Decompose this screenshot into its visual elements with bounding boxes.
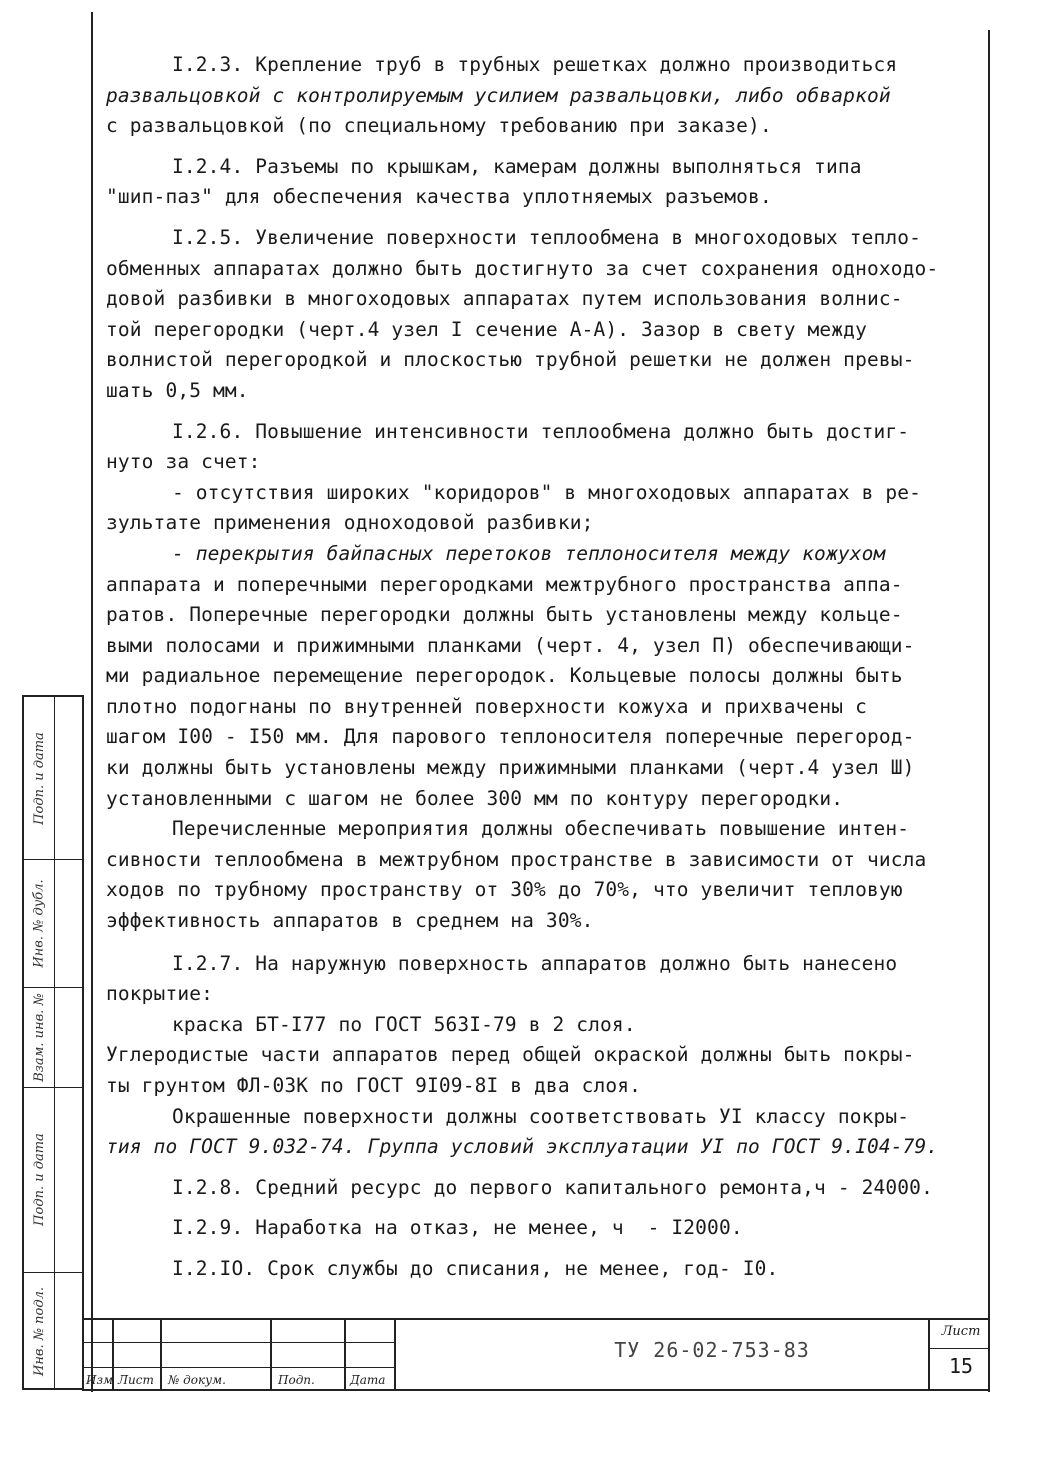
text-line: ходов по трубному пространству от 30% до 70%, что увеличит тепловую (106, 878, 903, 902)
text-line: - перекрытия байпасных перетоков теплоносителя между кожухом (172, 541, 886, 565)
text-line: тия по ГОСТ 9.032-74. Группа условий эксплуатации УI по ГОСТ 9.I04-79. (106, 1135, 939, 1159)
text-line: установленными с шагом не более 300 мм по контуру перегородки. (106, 786, 844, 810)
text-line: ратов. Поперечные перегородки должны быть установлены между кольце- (106, 603, 903, 627)
text-line: сивности теплообмена в межтрубном пространстве в зависимости от числа (106, 847, 927, 871)
margin-label: Инв. № дубл. (31, 878, 47, 968)
text-line: покрытие: (106, 982, 214, 1006)
text-line: I.2.3. Крепление труб в трубных решетках должно производиться (172, 53, 898, 76)
text-line: нуто за счет: (106, 450, 261, 474)
text-line: Окрашенные поверхности должны соответствовать УI классу покры- (172, 1104, 910, 1128)
text-line: I.2.9. Наработка на отказ, не менее, ч - I2000. (172, 1216, 743, 1240)
sheet-number: 15 (948, 1354, 974, 1378)
text-line: довой разбивки в многоходовых аппаратах путем использования волнис- (106, 287, 903, 311)
text-line: шать 0,5 мм. (106, 378, 249, 402)
text-line: той перегородки (черт.4 узел I сечение А-А). Зазор в свету между (106, 317, 867, 341)
text-line: I.2.5. Увеличение поверхности теплообмена в многоходовых тепло- (172, 225, 922, 249)
text-line: - отсутствия широких "коридоров" в многоходовых аппаратах в ре- (172, 480, 922, 504)
document-body (106, 50, 976, 1285)
text-line: зультате применения одноходовой разбивки; (106, 511, 594, 535)
text-line: I.2.IO. Срок службы до списания, не менее, год- I0. (172, 1256, 779, 1280)
margin-stamp (22, 695, 84, 1390)
title-block (82, 1318, 990, 1391)
title-block-col-label: Изм (86, 1373, 113, 1387)
text-line: краска БТ-I77 по ГОСТ 563I-79 в 2 слоя. (172, 1012, 636, 1036)
title-block-col-label: Дата (350, 1373, 386, 1387)
text-line: с развальцовкой (по специальному требованию при заказе). (106, 114, 772, 138)
text-line: I.2.8. Средний ресурс до первого капитального ремонта,ч - 24000. (172, 1175, 933, 1199)
title-block-col-label: Лист (118, 1373, 154, 1387)
margin-label: Подп. и дата (31, 1133, 47, 1226)
text-line: волнистой перегородкой и плоскостью трубной решетки не должен превы- (106, 348, 915, 372)
text-line: I.2.7. На наружную поверхность аппаратов должно быть нанесено (172, 951, 898, 975)
frame-left-line (91, 12, 93, 1392)
text-line: шагом I00 - I50 мм. Для парового теплоносителя поперечные перегород- (106, 725, 915, 749)
sheet-label: Лист (941, 1324, 981, 1339)
title-block-col-label: Подп. (278, 1373, 315, 1387)
text-line: I.2.6. Повышение интенсивности теплообмена должно быть достиг- (172, 419, 910, 443)
margin-label: Взам. инв. № (31, 992, 47, 1082)
text-line: Перечисленные мероприятия должны обеспечивать повышение интен- (172, 817, 910, 841)
text-line: I.2.4. Разъемы по крышкам, камерам должны выполняться типа (172, 154, 862, 178)
text-line: ки должны быть установлены между прижимными планками (черт.4 узел Ш) (106, 756, 915, 780)
text-line: "шип-паз" для обеспечения качества уплотняемых разъемов. (106, 185, 772, 209)
margin-label: Подп. и дата (31, 731, 47, 825)
text-line: обменных аппаратах должно быть достигнуто за счет сохранения одноходо- (106, 256, 939, 280)
text-line: ми радиальное перемещение перегородок. Кольцевые полосы должны быть (106, 664, 903, 688)
text-line: выми полосами и прижимными планками (черт. 4, узел П) обеспечивающи- (106, 633, 915, 657)
text-line: плотно подогнаны по внутренней поверхности кожуха и прихвачены с (106, 694, 867, 718)
margin-label: Инв. № подл. (31, 1286, 47, 1376)
text-line: Углеродистые части аппаратов перед общей окраской должны быть покры- (106, 1043, 915, 1067)
text-line: аппарата и поперечными перегородками межтрубного пространства аппа- (106, 572, 903, 596)
text-line: ты грунтом ФЛ-03К по ГОСТ 9I09-8I в два слоя. (106, 1074, 642, 1097)
title-block-col-label: № докум. (168, 1373, 226, 1387)
text-line: развальцовкой с контролируемым усилием развальцовки, либо обваркой (106, 83, 891, 107)
document-code: ТУ 26-02-753-83 (614, 1338, 810, 1362)
frame-right-line (988, 30, 990, 1392)
text-line: эффективность аппаратов в среднем на 30%. (106, 909, 594, 933)
